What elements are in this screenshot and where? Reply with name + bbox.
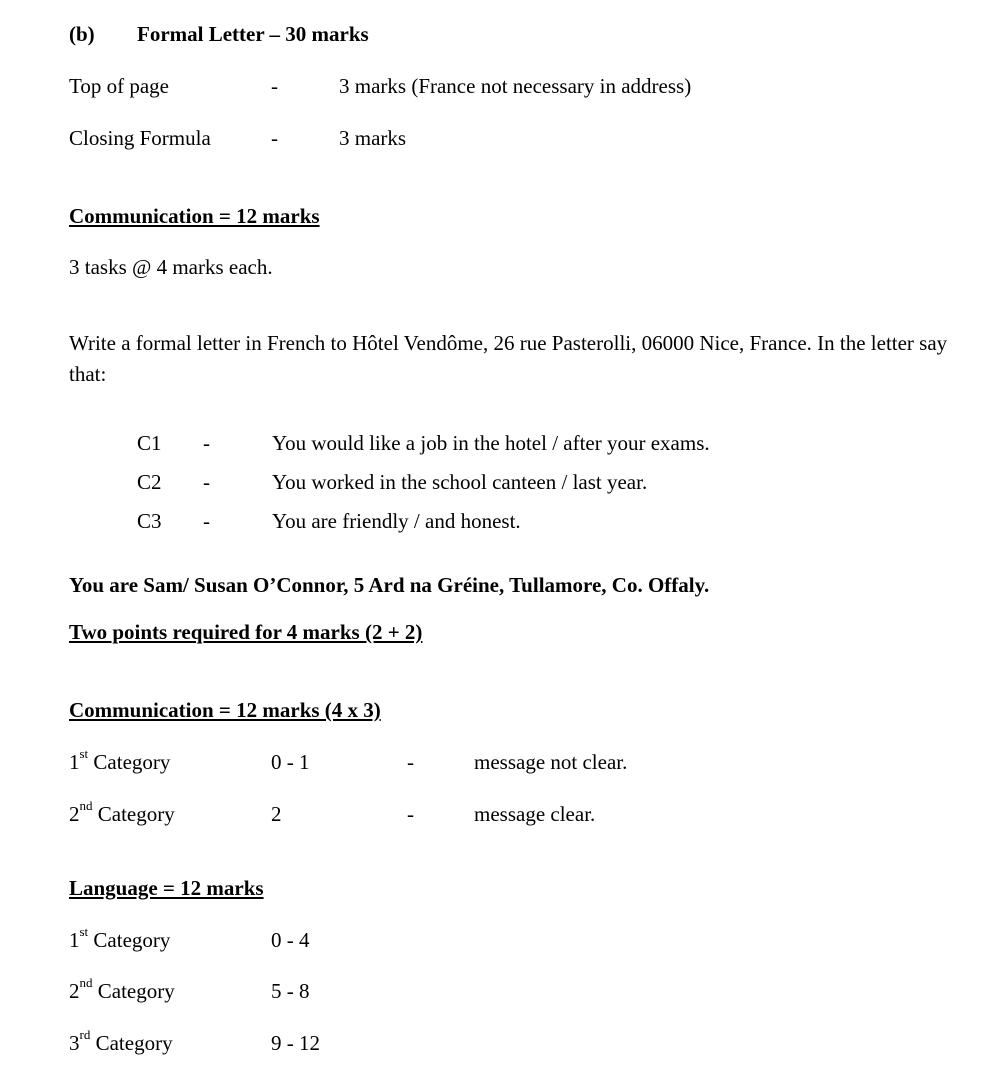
section-label: (b)	[69, 22, 95, 46]
tasks-note: 3 tasks @ 4 marks each.	[69, 255, 273, 279]
task-text: You would like a job in the hotel / after your exams.	[272, 431, 710, 455]
task-code: C1	[137, 431, 162, 455]
category-label: 2nd Category	[69, 975, 175, 1003]
category-range: 0 - 1	[271, 750, 310, 774]
task-text: You are friendly / and honest.	[272, 509, 521, 533]
task-text: You worked in the school canteen / last year.	[272, 470, 648, 494]
task-code: C3	[137, 509, 162, 533]
category-range: 2	[271, 802, 282, 826]
communication-heading: Communication = 12 marks	[69, 204, 320, 228]
category-description: message clear.	[474, 802, 596, 826]
section-title: Formal Letter – 30 marks	[137, 22, 369, 46]
closing-formula-marks: 3 marks	[339, 126, 407, 150]
category-dash: -	[407, 750, 414, 774]
top-of-page-dash: -	[271, 74, 278, 98]
category-description: message not clear.	[474, 750, 628, 774]
points-note: Two points required for 4 marks (2 + 2)	[69, 620, 423, 644]
category-label: 2nd Category	[69, 798, 175, 826]
category-range: 5 - 8	[271, 979, 310, 1003]
task-dash: -	[203, 431, 210, 455]
task-dash: -	[203, 509, 210, 533]
closing-formula-label: Closing Formula	[69, 126, 211, 150]
task-dash: -	[203, 470, 210, 494]
top-of-page-label: Top of page	[69, 74, 169, 98]
identity-line: You are Sam/ Susan O’Connor, 5 Ard na Gréine, Tullamore, Co. Offaly.	[69, 573, 710, 597]
category-label: 3rd Category	[69, 1027, 173, 1055]
instruction-paragraph: Write a formal letter in French to Hôtel Vendôme, 26 rue Pasterolli, 06000 Nice, France. In the letter say that:	[69, 331, 948, 386]
task-code: C2	[137, 470, 162, 494]
communication-scale-heading: Communication = 12 marks (4 x 3)	[69, 698, 381, 722]
language-heading: Language = 12 marks	[69, 876, 264, 900]
category-range: 9 - 12	[271, 1031, 320, 1055]
category-label: 1st Category	[69, 924, 171, 952]
closing-formula-dash: -	[271, 126, 278, 150]
category-dash: -	[407, 802, 414, 826]
category-label: 1st Category	[69, 746, 171, 774]
category-range: 0 - 4	[271, 928, 310, 952]
top-of-page-marks: 3 marks (France not necessary in address)	[339, 74, 692, 98]
